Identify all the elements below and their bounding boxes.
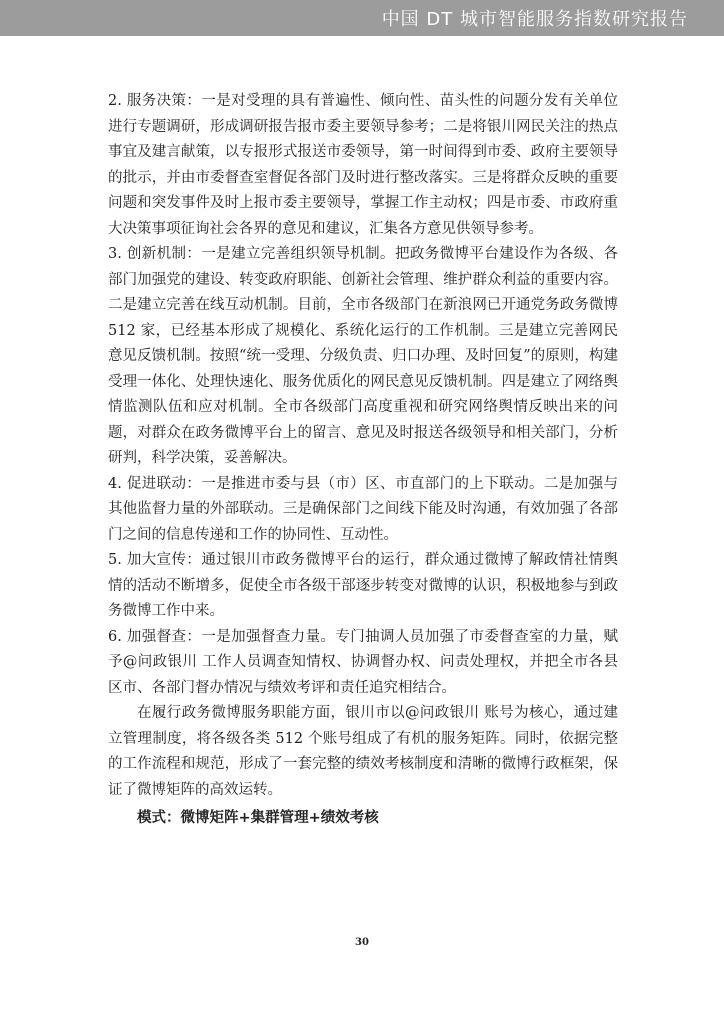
paragraph-innovation-mechanism: 3. 创新机制：一是建立完善组织领导机制。把政务微博平台建设作为各级、各部门加强党的建设、转变政府职能、创新社会管理、维护群众利益的重要内容。二是建立完善在线互动机制。目前，全市各级部门在新浪网已开通党务政务微博 512 家，已经基本形成了规模化、系统化运行的工作机制。三是建立完善网民意见反馈机制。按照“统一受理、分级负责、归口办理、及时回复”的原则，构建受理一体化、处理快速化、服务优质化的网民意见反馈机制。四是建立了网络舆情监测队伍和应对机制。全市各级部门高度重视和研究网络舆情反映出来的问题，对群众在政务微博平台上的留言、意见及时报送各级领导和相关部门，分析研判，科学决策，妥善解决。 [108,246,618,466]
page-content [108,89,618,832]
paragraph-publicity: 5. 加大宣传：通过银川市政务微博平台的运行，群众通过微博了解政情社情舆情的活动不断增多，促使全市各级干部逐步转变对微博的认识，积极地参与到政务微博工作中来。 [108,552,618,619]
page-header [0,0,724,36]
paragraph-service-decision: 2. 服务决策：一是对受理的具有普遍性、倾向性、苗头性的问题分发有关单位进行专题调研，形成调研报告报市委主要领导参考；二是将银川网民关注的热点事宜及建言献策，以专报形式报送市委领导，第一时间得到市委、政府主要领导的批示，并由市委督查室督促各部门及时进行整改落实。三是将群众反映的重要问题和突发事件及时上报市委主要领导，掌握工作主动权；四是市委、市政府重大决策事项征询社会各界的意见和建议，汇集各方意见供领导参考。 [108,93,618,237]
paragraph-supervision: 6. 加强督查：一是加强督查力量。专门抽调人员加强了市委督查室的力量，赋予@问政银川 工作人员调查知情权、协调督办权、问责处理权，并把全市各县区市、各部门督办情况与绩效考评和责任追究相结合。 [108,628,618,696]
report-title: 中国 DT 城市智能服务指数研究报告 [381,9,688,30]
mode-heading: 模式：微博矩阵+集群管理+绩效考核 [137,810,379,826]
page-number: 30 [355,937,369,948]
paragraph-summary: 在履行政务微博服务职能方面，银川市以@问政银川 账号为核心，通过建立管理制度，将各级各类 512 个账号组成了有机的服务矩阵。同时，依据完整的工作流程和规范，形成了一套完整的绩效考核制度和清晰的微博行政框架，保证了微博矩阵的高效运转。 [108,705,618,798]
paragraph-promote-linkage: 4. 促进联动：一是推进市委与县（市）区、市直部门的上下联动。二是加强与其他监督力量的外部联动。三是确保部门之间线下能及时沟通，有效加强了各部门之间的信息传递和工作的协同性、互动性。 [108,475,618,543]
